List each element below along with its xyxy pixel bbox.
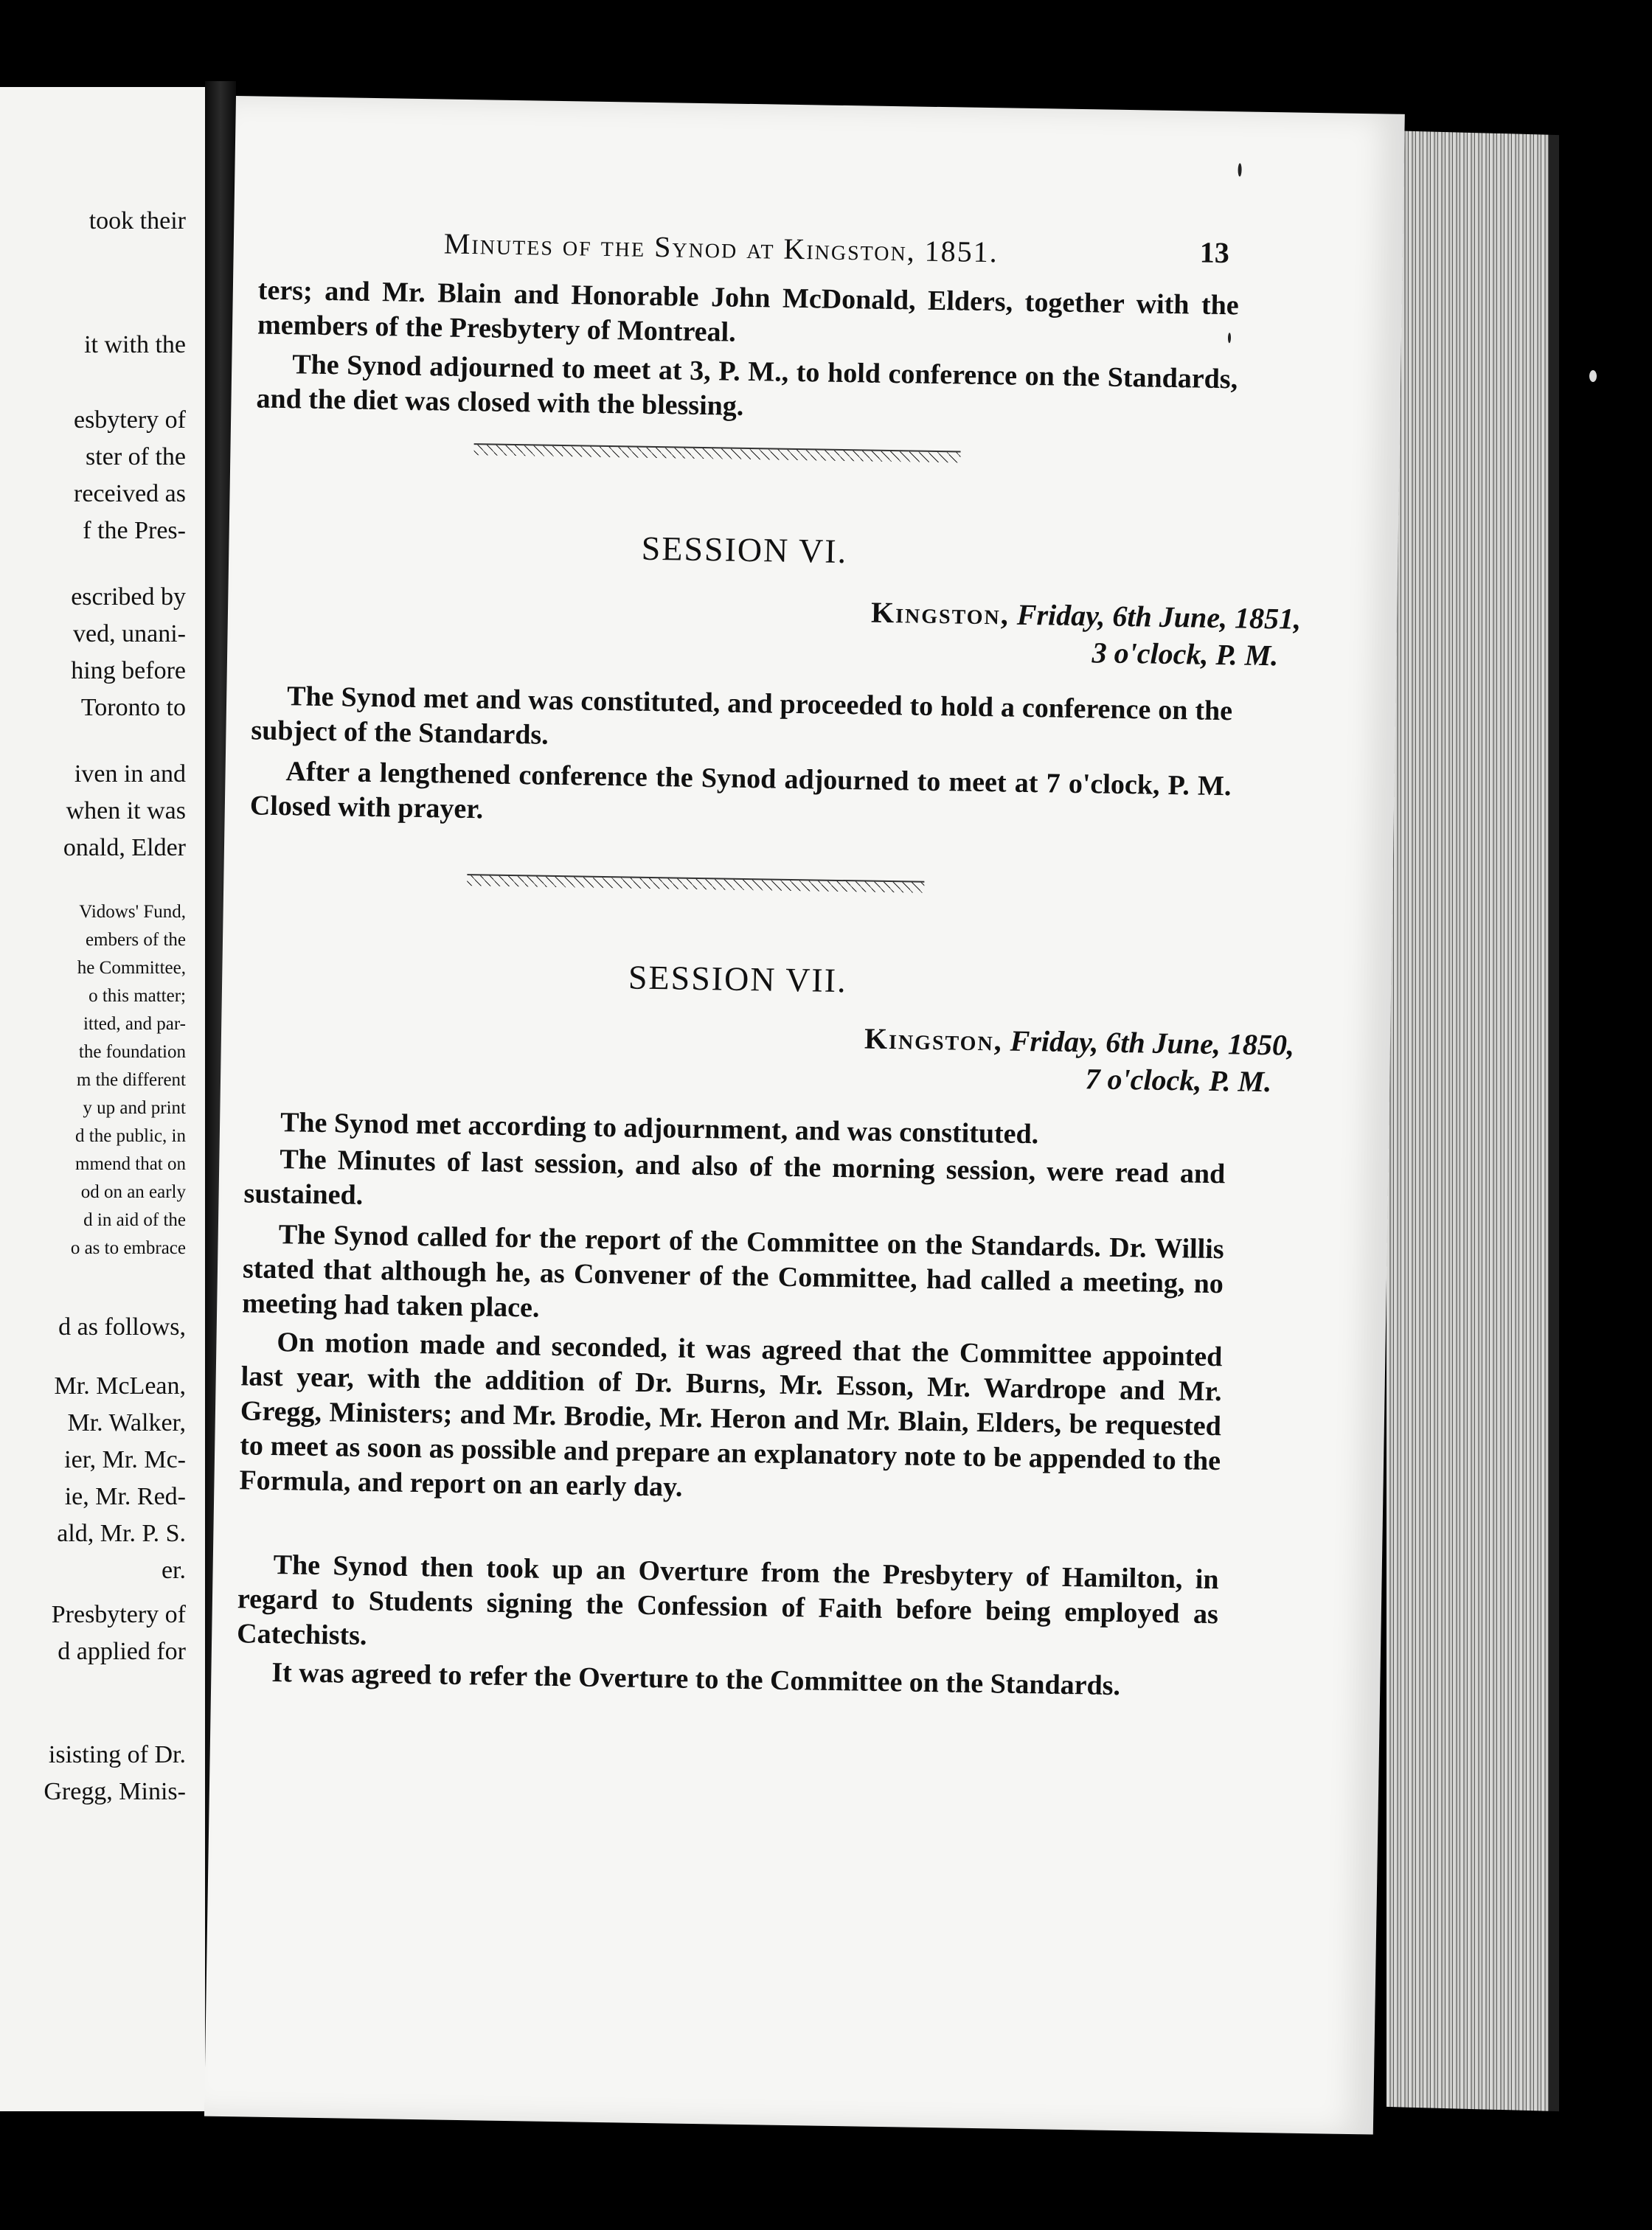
left-page-line: y up and print <box>83 1098 186 1118</box>
session-vii-date: Friday, 6th June, 1850, <box>1010 1024 1295 1062</box>
left-page-line: it with the <box>84 331 186 358</box>
left-page-line: Mr. McLean, <box>54 1372 186 1400</box>
session-vii-paragraph-6: It was agreed to refer the Overture to the Committee on the Standards. <box>271 1657 1121 1702</box>
session-vii-paragraph-2: The Minutes of last session, and also of the morning session, were read and sustained. <box>243 1144 1226 1211</box>
session-vi-heading: SESSION VI. <box>641 529 848 571</box>
session-vi-dateline <box>870 594 1301 675</box>
session-vi-paragraph-2: After a lengthened conference the Synod adjourned to meet at 7 o'clock, P. M. Closed with prayer. <box>249 756 1232 825</box>
left-page-line: he Committee, <box>77 958 186 978</box>
session-vi-place: Kingston, <box>870 595 1010 631</box>
left-page-line: er. <box>161 1557 186 1584</box>
left-page-line: escribed by <box>71 583 186 611</box>
left-page-line: mmend that on <box>75 1154 186 1174</box>
left-page-line: iven in and <box>74 760 186 788</box>
left-page-line: Gregg, Minis- <box>44 1778 186 1805</box>
left-page-line: itted, and par- <box>83 1014 186 1034</box>
left-page-line: d the public, in <box>75 1126 186 1146</box>
left-page-line: when it was <box>66 797 186 824</box>
left-page-line: Mr. Walker, <box>67 1409 186 1437</box>
left-page-line: ald, Mr. P. S. <box>57 1520 186 1547</box>
session-vii-heading: SESSION VII. <box>628 958 847 1000</box>
print-speck <box>1589 370 1597 382</box>
left-page-line: took their <box>88 207 186 235</box>
page-fore-edge <box>1386 131 1559 2111</box>
left-page-line: d as follows, <box>58 1313 186 1341</box>
session-vi-time: 3 o'clock, P. M. <box>1092 636 1279 673</box>
left-page-line: Vidows' Fund, <box>79 902 186 922</box>
session-vii-paragraph-1: The Synod met according to adjournment, and was constituted. <box>280 1107 1039 1150</box>
session-vii-paragraph-4: On motion made and seconded, it was agreed that the Committee appointed last year, with the addition of Dr. Burns, Mr. Esson, Mr. Wardrope and Mr. Gregg, Ministers; and Mr. Brodie, Mr. Heron and Mr. Blain, Elders, be requested to meet as soon as possible and prepare an explanatory note to be appended to the Formula, and report on an early day. <box>239 1327 1223 1503</box>
adjournment-paragraph: The Synod adjourned to meet at 3, P. M., to hold conference on the Standards, and the diet was closed with the blessing. <box>256 349 1238 422</box>
left-page-line: ier, Mr. Mc- <box>64 1446 186 1473</box>
session-vii-place: Kingston, <box>864 1021 1004 1057</box>
left-page-line: o this matter; <box>88 986 186 1006</box>
print-speck <box>1238 163 1241 176</box>
session-vi-paragraph-1: The Synod met and was constituted, and proceeded to hold a conference on the subject of the Standards. <box>251 681 1233 751</box>
left-page-line: od on an early <box>80 1182 186 1202</box>
running-head: Minutes of the Synod at Kingston, 1851. <box>443 226 999 269</box>
left-page-line: ster of the <box>86 443 186 470</box>
opening-paragraph: ters; and Mr. Blain and Honorable John McDonald, Elders, together with the members of the Presbytery of Montreal. <box>257 274 1240 348</box>
left-page-line: esbytery of <box>73 406 186 434</box>
section-divider-rule <box>473 443 960 462</box>
session-vii-paragraph-3: The Synod called for the report of the Committee on the Standards. Dr. Willis stated that although he, as Convener of the Committee, had called a meeting, no meeting had taken place. <box>241 1219 1224 1324</box>
section-divider-rule <box>467 874 924 893</box>
left-page-line: d in aid of the <box>83 1210 186 1230</box>
left-page-line: the foundation <box>78 1042 186 1062</box>
left-page-line: onald, Elder <box>63 834 186 861</box>
left-page-line: Toronto to <box>80 694 186 721</box>
right-page <box>204 96 1405 2135</box>
left-page-line: Presbytery of <box>51 1601 186 1628</box>
left-page-line: f the Pres- <box>83 517 186 544</box>
left-page-line: o as to embrace <box>70 1238 186 1258</box>
page-number: 13 <box>1199 235 1230 270</box>
left-page-line: isisting of Dr. <box>48 1741 186 1768</box>
session-vi-date: Friday, 6th June, 1851, <box>1016 597 1302 636</box>
session-vii-dateline <box>864 1021 1294 1101</box>
left-page-line: hing before <box>71 657 186 684</box>
left-page-line: received as <box>74 480 186 507</box>
left-page-line: ved, unani- <box>73 620 186 647</box>
left-page-line: embers of the <box>85 930 186 950</box>
left-page-line: m the different <box>76 1070 186 1090</box>
session-vii-paragraph-5: The Synod then took up an Overture from the Presbytery of Hamilton, in regard to Students signing the Confession of Faith before being employed as Catechists. <box>236 1549 1219 1652</box>
left-page-fragment <box>0 87 211 2111</box>
left-page-line: ie, Mr. Red- <box>64 1483 186 1510</box>
session-vii-time: 7 o'clock, P. M. <box>1085 1062 1272 1099</box>
left-page-line: d applied for <box>58 1638 186 1665</box>
